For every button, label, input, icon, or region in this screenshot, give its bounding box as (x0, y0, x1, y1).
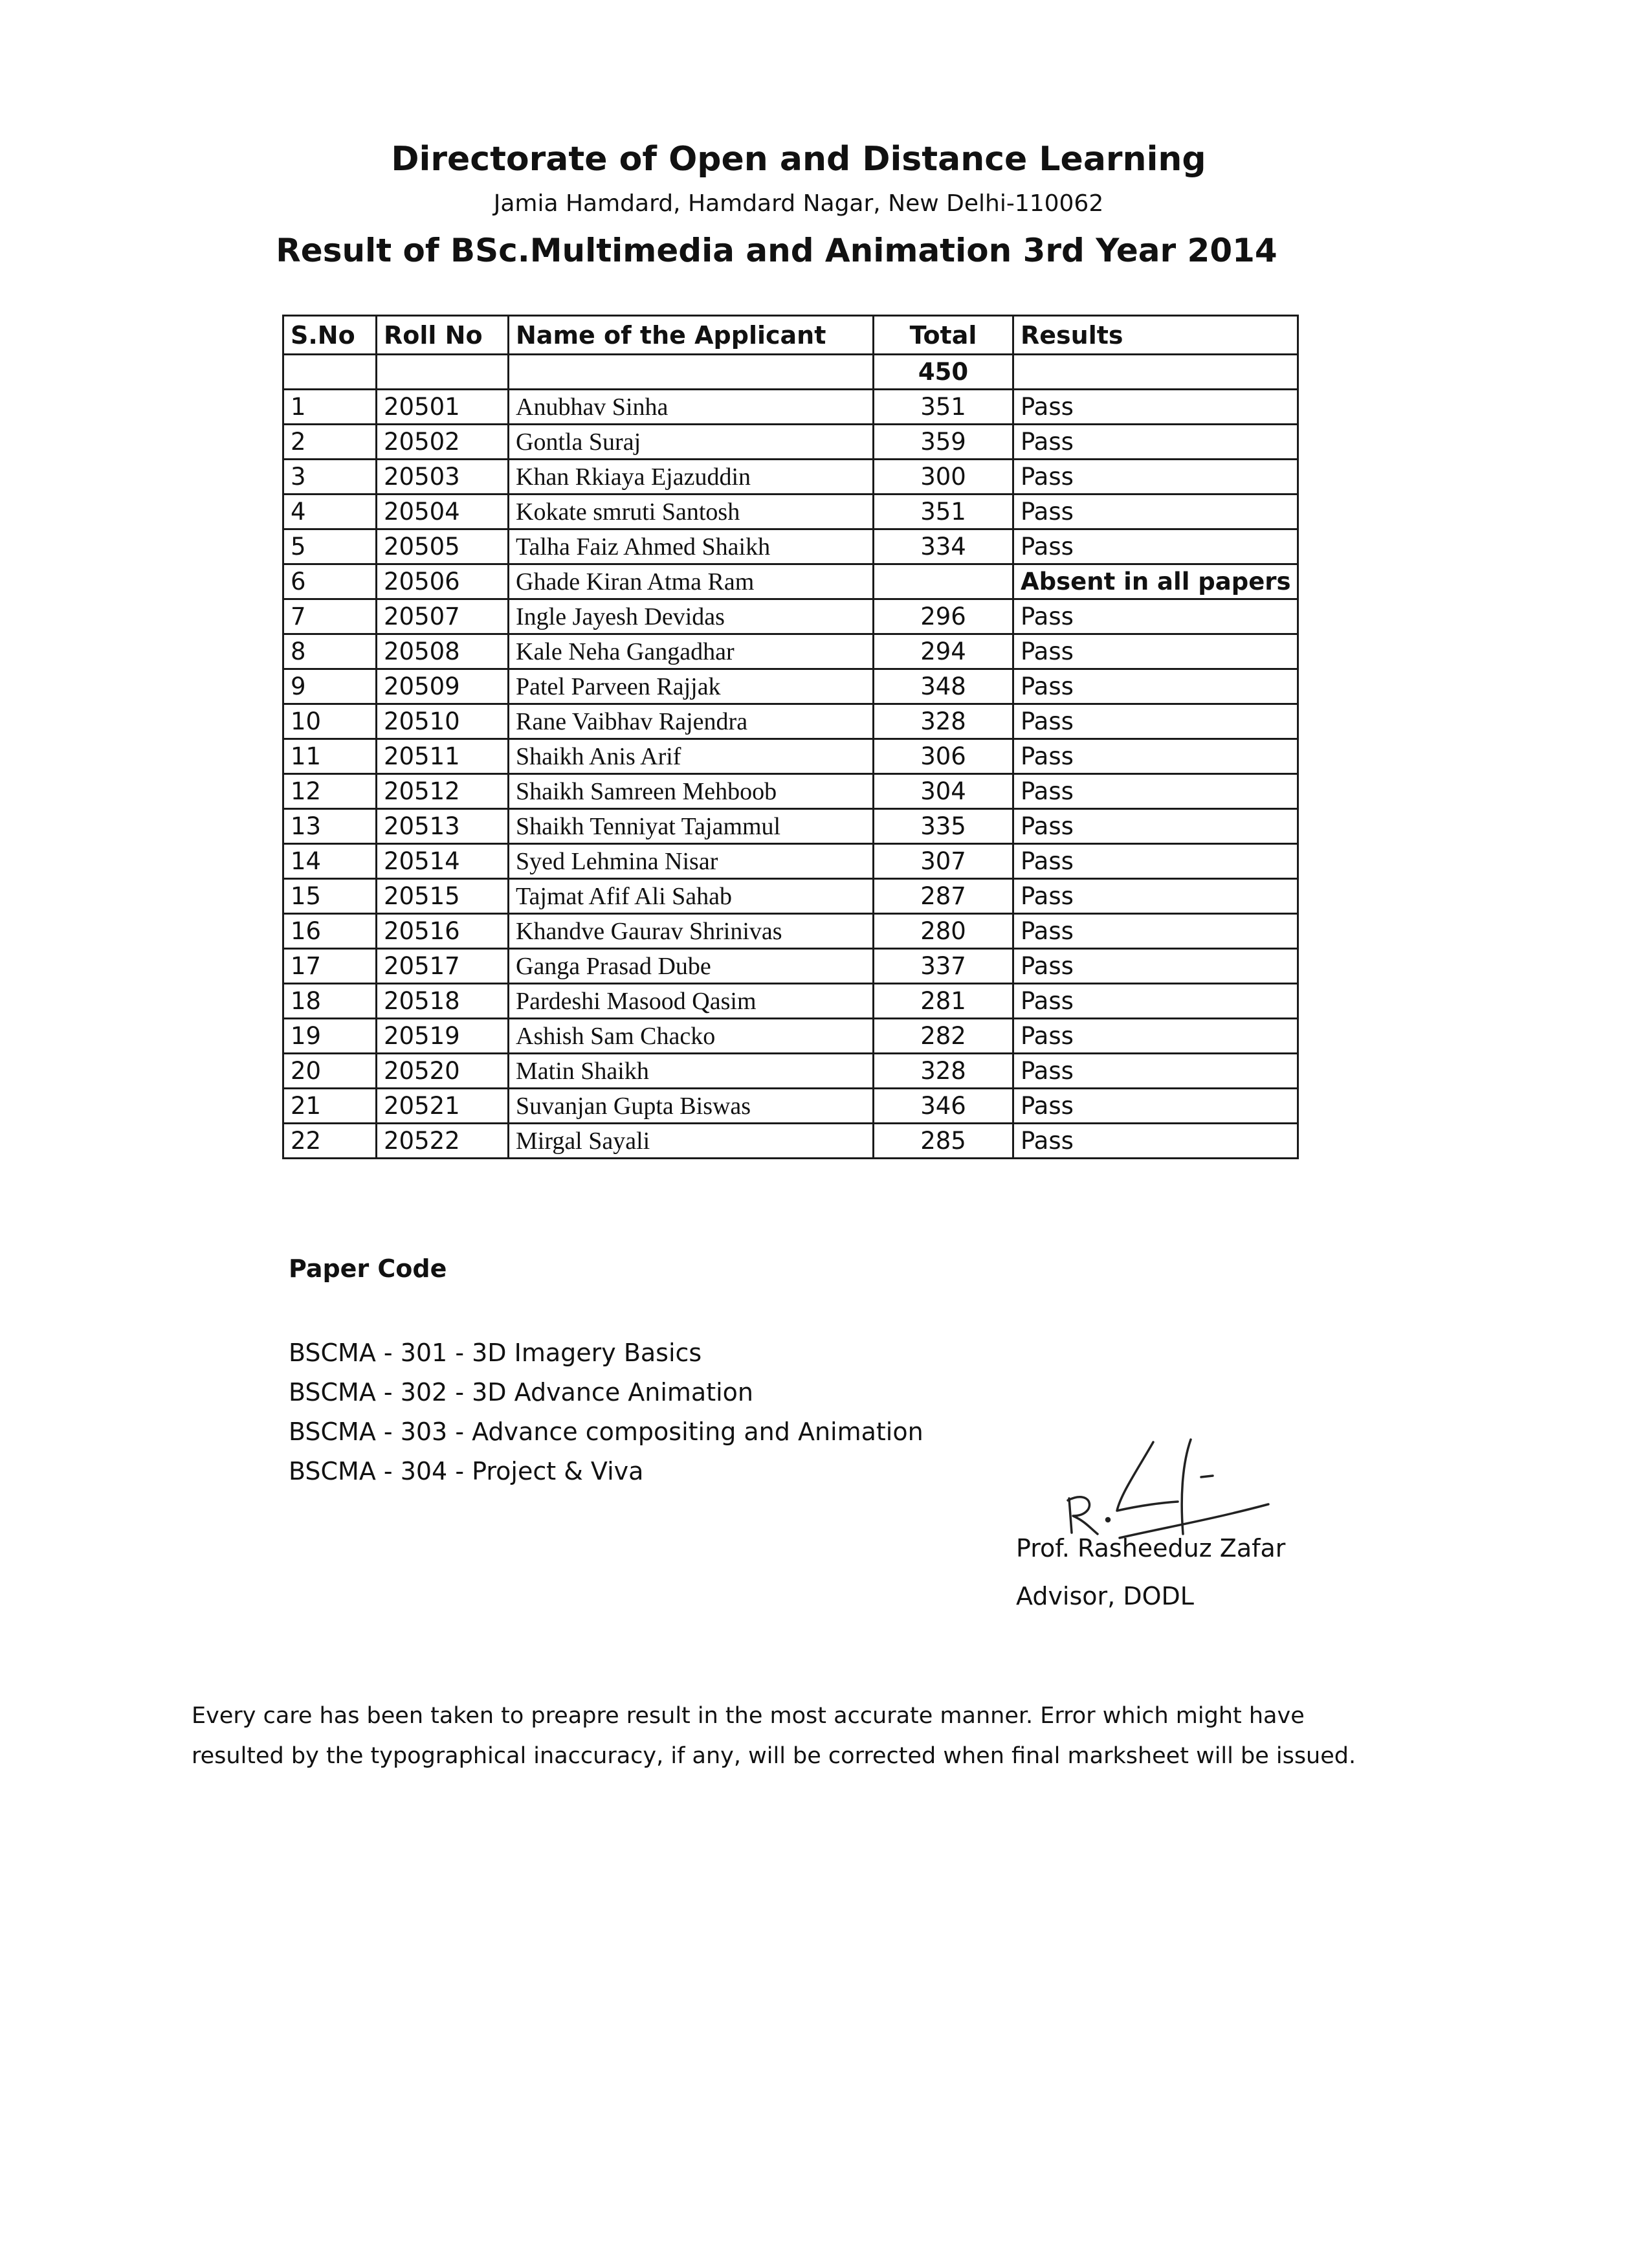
cell-sno: 6 (283, 564, 377, 599)
cell-sno: 20 (283, 1054, 377, 1089)
cell-sno: 11 (283, 739, 377, 774)
paper-code-item: BSCMA - 304 - Project & Viva (289, 1457, 644, 1485)
cell-result: Pass (1013, 844, 1298, 879)
cell-roll-no: 20512 (377, 774, 509, 809)
header-sno: S.No (283, 316, 377, 355)
result-title: Result of BSc.Multimedia and Animation 3rd Year 2014 (276, 232, 1277, 269)
cell-roll-no: 20517 (377, 949, 509, 984)
paper-code-list (289, 1333, 923, 1491)
cell-result: Pass (1013, 1054, 1298, 1089)
cell-result: Pass (1013, 949, 1298, 984)
cell-total: 359 (874, 425, 1013, 460)
disclaimer-line: Every care has been taken to preapre result in the most accurate manner. Error which might have (192, 1703, 1305, 1729)
header-applicant-name: Name of the Applicant (509, 316, 874, 355)
cell-result: Pass (1013, 1019, 1298, 1054)
cell-total: 285 (874, 1124, 1013, 1159)
cell-sno: 5 (283, 529, 377, 564)
disclaimer-line: resulted by the typographical inaccuracy, if any, will be corrected when final marksheet will be issued. (192, 1743, 1356, 1769)
cell-sno: 16 (283, 914, 377, 949)
table-row (283, 774, 1298, 809)
cell-applicant-name: Talha Faiz Ahmed Shaikh (509, 529, 874, 564)
cell-roll-no: 20504 (377, 495, 509, 529)
cell-applicant-name: Matin Shaikh (509, 1054, 874, 1089)
cell-total (874, 564, 1013, 599)
cell-applicant-name: Pardeshi Masood Qasim (509, 984, 874, 1019)
table-row (283, 390, 1298, 425)
cell-applicant-name: Gontla Suraj (509, 425, 874, 460)
cell-total: 307 (874, 844, 1013, 879)
cell-total: 306 (874, 739, 1013, 774)
cell-result: Pass (1013, 634, 1298, 669)
cell-roll-no: 20501 (377, 390, 509, 425)
cell-sno: 7 (283, 599, 377, 634)
cell-total: 287 (874, 879, 1013, 914)
cell-total: 334 (874, 529, 1013, 564)
cell-result: Pass (1013, 1089, 1298, 1124)
cell-sno: 4 (283, 495, 377, 529)
cell-applicant-name: Khandve Gaurav Shrinivas (509, 914, 874, 949)
cell-roll-no: 20519 (377, 1019, 509, 1054)
cell-applicant-name: Shaikh Samreen Mehboob (509, 774, 874, 809)
cell-sno: 18 (283, 984, 377, 1019)
cell-sno: 8 (283, 634, 377, 669)
table-header-row (283, 316, 1298, 355)
table-row (283, 634, 1298, 669)
cell-roll-no: 20508 (377, 634, 509, 669)
cell-sno: 2 (283, 425, 377, 460)
table-row (283, 460, 1298, 495)
cell-applicant-name: Ganga Prasad Dube (509, 949, 874, 984)
table-row (283, 599, 1298, 634)
max-total-row (283, 355, 1298, 390)
cell-total: 328 (874, 1054, 1013, 1089)
cell-total: 328 (874, 704, 1013, 739)
cell-sno: 21 (283, 1089, 377, 1124)
table-row (283, 669, 1298, 704)
institution-address: Jamia Hamdard, Hamdard Nagar, New Delhi-110062 (493, 190, 1104, 217)
cell-applicant-name: Ashish Sam Chacko (509, 1019, 874, 1054)
table-row (283, 1089, 1298, 1124)
cell-applicant-name: Khan Rkiaya Ejazuddin (509, 460, 874, 495)
cell-applicant-name: Rane Vaibhav Rajendra (509, 704, 874, 739)
table-row (283, 1124, 1298, 1159)
cell-sno: 3 (283, 460, 377, 495)
cell-total: 300 (874, 460, 1013, 495)
max-total: 450 (874, 355, 1013, 390)
cell-roll-no: 20506 (377, 564, 509, 599)
header-results: Results (1013, 316, 1298, 355)
table-row (283, 879, 1298, 914)
table-row (283, 704, 1298, 739)
table-row (283, 914, 1298, 949)
cell-result: Pass (1013, 460, 1298, 495)
document-title: Directorate of Open and Distance Learning (391, 140, 1206, 179)
cell-total: 280 (874, 914, 1013, 949)
cell-result: Pass (1013, 495, 1298, 529)
results-table (282, 315, 1299, 1159)
cell-result: Pass (1013, 390, 1298, 425)
table-row (283, 844, 1298, 879)
cell-total: 337 (874, 949, 1013, 984)
cell-applicant-name: Syed Lehmina Nisar (509, 844, 874, 879)
handwritten-signature (1055, 1424, 1275, 1540)
cell-applicant-name: Anubhav Sinha (509, 390, 874, 425)
cell-applicant-name: Ghade Kiran Atma Ram (509, 564, 874, 599)
table-row (283, 1019, 1298, 1054)
cell-sno: 1 (283, 390, 377, 425)
cell-roll-no: 20518 (377, 984, 509, 1019)
cell-total: 296 (874, 599, 1013, 634)
cell-result: Pass (1013, 529, 1298, 564)
cell-sno: 17 (283, 949, 377, 984)
cell-roll-no: 20505 (377, 529, 509, 564)
cell-sno: 9 (283, 669, 377, 704)
cell-result: Pass (1013, 1124, 1298, 1159)
cell-sno: 15 (283, 879, 377, 914)
cell-result: Pass (1013, 984, 1298, 1019)
paper-code-item: BSCMA - 302 - 3D Advance Animation (289, 1378, 754, 1406)
table-row (283, 529, 1298, 564)
cell-applicant-name: Suvanjan Gupta Biswas (509, 1089, 874, 1124)
table-row (283, 564, 1298, 599)
cell-result: Pass (1013, 704, 1298, 739)
header-roll-no: Roll No (377, 316, 509, 355)
paper-code-label: Paper Code (289, 1254, 447, 1283)
cell-total: 348 (874, 669, 1013, 704)
signatory-name: Prof. Rasheeduz Zafar (1016, 1534, 1286, 1562)
cell-sno: 12 (283, 774, 377, 809)
cell-roll-no: 20502 (377, 425, 509, 460)
cell-total: 282 (874, 1019, 1013, 1054)
disclaimer-note (192, 1696, 1356, 1776)
cell-sno: 14 (283, 844, 377, 879)
table-row (283, 739, 1298, 774)
cell-applicant-name: Tajmat Afif Ali Sahab (509, 879, 874, 914)
cell-result: Pass (1013, 914, 1298, 949)
cell-applicant-name: Kokate smruti Santosh (509, 495, 874, 529)
cell-total: 351 (874, 495, 1013, 529)
cell-sno: 22 (283, 1124, 377, 1159)
cell-roll-no: 20510 (377, 704, 509, 739)
cell-result: Pass (1013, 809, 1298, 844)
cell-sno: 13 (283, 809, 377, 844)
cell-applicant-name: Shaikh Tenniyat Tajammul (509, 809, 874, 844)
cell-total: 294 (874, 634, 1013, 669)
cell-result: Pass (1013, 774, 1298, 809)
cell-result: Pass (1013, 669, 1298, 704)
cell-result: Pass (1013, 599, 1298, 634)
cell-result: Absent in all papers (1013, 564, 1298, 599)
cell-sno: 19 (283, 1019, 377, 1054)
cell-roll-no: 20520 (377, 1054, 509, 1089)
cell-roll-no: 20514 (377, 844, 509, 879)
table-row (283, 425, 1298, 460)
cell-applicant-name: Kale Neha Gangadhar (509, 634, 874, 669)
cell-roll-no: 20522 (377, 1124, 509, 1159)
cell-result: Pass (1013, 739, 1298, 774)
table-row (283, 495, 1298, 529)
cell-total: 281 (874, 984, 1013, 1019)
paper-code-item: BSCMA - 301 - 3D Imagery Basics (289, 1339, 702, 1367)
table-row (283, 1054, 1298, 1089)
cell-roll-no: 20507 (377, 599, 509, 634)
table-row (283, 949, 1298, 984)
cell-roll-no: 20509 (377, 669, 509, 704)
cell-result: Pass (1013, 425, 1298, 460)
cell-result: Pass (1013, 879, 1298, 914)
paper-code-item: BSCMA - 303 - Advance compositing and Animation (289, 1418, 923, 1446)
cell-sno: 10 (283, 704, 377, 739)
cell-applicant-name: Mirgal Sayali (509, 1124, 874, 1159)
cell-roll-no: 20513 (377, 809, 509, 844)
cell-total: 335 (874, 809, 1013, 844)
cell-roll-no: 20516 (377, 914, 509, 949)
cell-total: 304 (874, 774, 1013, 809)
cell-applicant-name: Ingle Jayesh Devidas (509, 599, 874, 634)
signatory-role: Advisor, DODL (1016, 1582, 1194, 1610)
cell-total: 346 (874, 1089, 1013, 1124)
cell-applicant-name: Shaikh Anis Arif (509, 739, 874, 774)
header-total: Total (874, 316, 1013, 355)
table-row (283, 809, 1298, 844)
cell-roll-no: 20511 (377, 739, 509, 774)
cell-roll-no: 20503 (377, 460, 509, 495)
cell-roll-no: 20521 (377, 1089, 509, 1124)
cell-applicant-name: Patel Parveen Rajjak (509, 669, 874, 704)
cell-total: 351 (874, 390, 1013, 425)
table-row (283, 984, 1298, 1019)
cell-roll-no: 20515 (377, 879, 509, 914)
